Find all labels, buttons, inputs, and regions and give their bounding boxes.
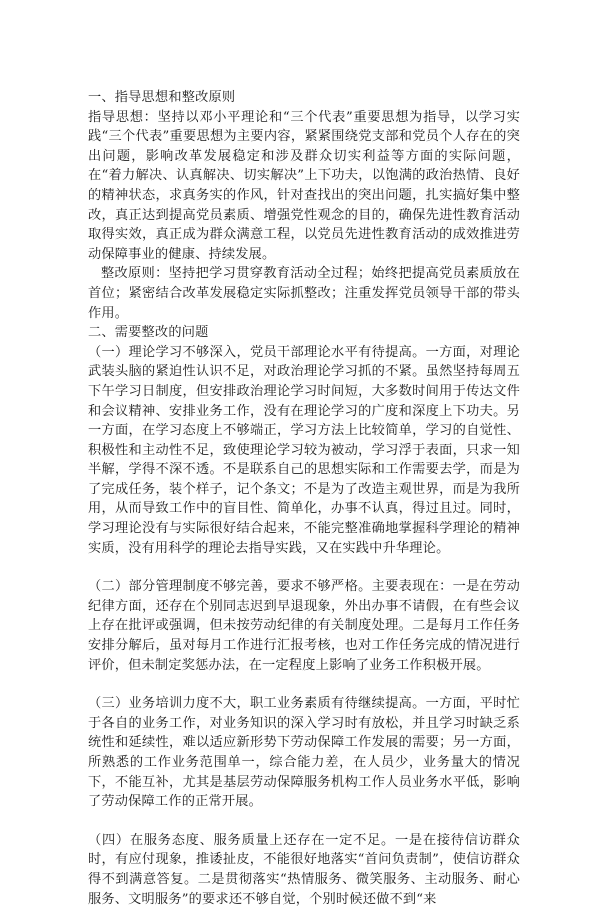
issue-item-2: （二）部分管理制度不够完善，要求不够严格。主要表现在：一是在劳动纪律方面，还存在个别同志迟到早退现象，外出办事不请假，在有些会议上存在批评或强调，但未按劳动纪律的有关制度处理。二是每月工作任务安排分解后，虽对每月工作进行汇报考核，也对工作任务完成的情况进行评价，但未制定奖惩办法，在一定程度上影响了业务工作积极开展。 (88, 579, 520, 673)
issue-item-1: （一）理论学习不够深入，党员干部理论水平有待提高。一方面，对理论武装头脑的紧迫性认识不足，对政治理论学习抓的不紧。虽然坚持每周五下午学习日制度，但安排政治理论学习时间短，大多数时间用于传达文件和会议精神、安排业务工作，没有在理论学习的广度和深度上下功夫。另一方面，在学习态度上不够端正，学习方法上比较简单，学习的自觉性、积极性和主动性不足，致使理论学习较为被动，学习浮于表面，只求一知半解，学得不深不透。不是联系自己的思想实际和工作需要去学，而是为了完成任务，装个样子，记个条文；不是为了改造主观世界，而是为我所用，从而导致工作中的盲目性、简单化，办事不认真，得过且过。同时，学习理论没有与实际很好结合起来，不能完整准确地掌握科学理论的精神实质，没有用科学的理论去指导实践，又在实践中升华理论。 (88, 344, 520, 556)
paragraph-spacer (88, 675, 520, 694)
section-heading-guiding-ideology: 一、指导思想和整改原则 (88, 90, 236, 105)
section-heading-issues: 二、需要整改的问题 (88, 325, 209, 341)
issue-item-3: （三）业务培训力度不大，职工业务素质有待继续提高。一方面，平时忙于各自的业务工作，对业务知识的深入学习时有放松，并且学习时缺乏系统性和延续性，难以适应新形势下劳动保障工作发展的需要；另一方面，所熟悉的工作业务范围单一，综合能力差，在人员少，业务量大的情况下，不能互补，尤其是基层劳动保障服务机构工作人员业务水平低，影响了劳动保障工作的正常开展。 (88, 696, 520, 810)
paragraph-spacer (88, 558, 520, 577)
issue-item-4: （四）在服务态度、服务质量上还存在一定不足。一是在接待信访群众时，有应付现象，推诿扯皮，不能很好地落实“首问负责制”，使信访群众得不到满意答复。二是贯彻落实“热情服务、微笑服务、主动服务、耐心服务、文明服务”的要求还不够自觉，个别时候还做不到“来 (88, 832, 520, 907)
rectification-principles-paragraph: 整改原则：坚持把学习贯穿教育活动全过程；始终把提高党员素质放在首位；紧密结合改革发展稳定实际抓整改；注重发挥党员领导干部的带头作用。 (88, 266, 520, 321)
paragraph-spacer (88, 812, 520, 831)
guiding-ideology-paragraph: 指导思想：坚持以邓小平理论和“三个代表”重要思想为指导，以学习实践“三个代表”重要思想为主要内容，紧紧围绕党支部和党员个人存在的突出问题，影响改革发展稳定和涉及群众切实利益等方面的实际问题，在“着力解决、认真解决、切实解决”上下功夫，以饱满的政治热情、良好的精神状态，求真务实的作风，针对查找出的突出问题，扎实搞好集中整改，真正达到提高党员素质、增强党性观念的目的，确保先进性教育活动取得实效，真正成为群众满意工程，以党员先进性教育活动的成效推进劳动保障事业的健康、持续发展。 (88, 109, 520, 262)
document-page (88, 88, 520, 909)
